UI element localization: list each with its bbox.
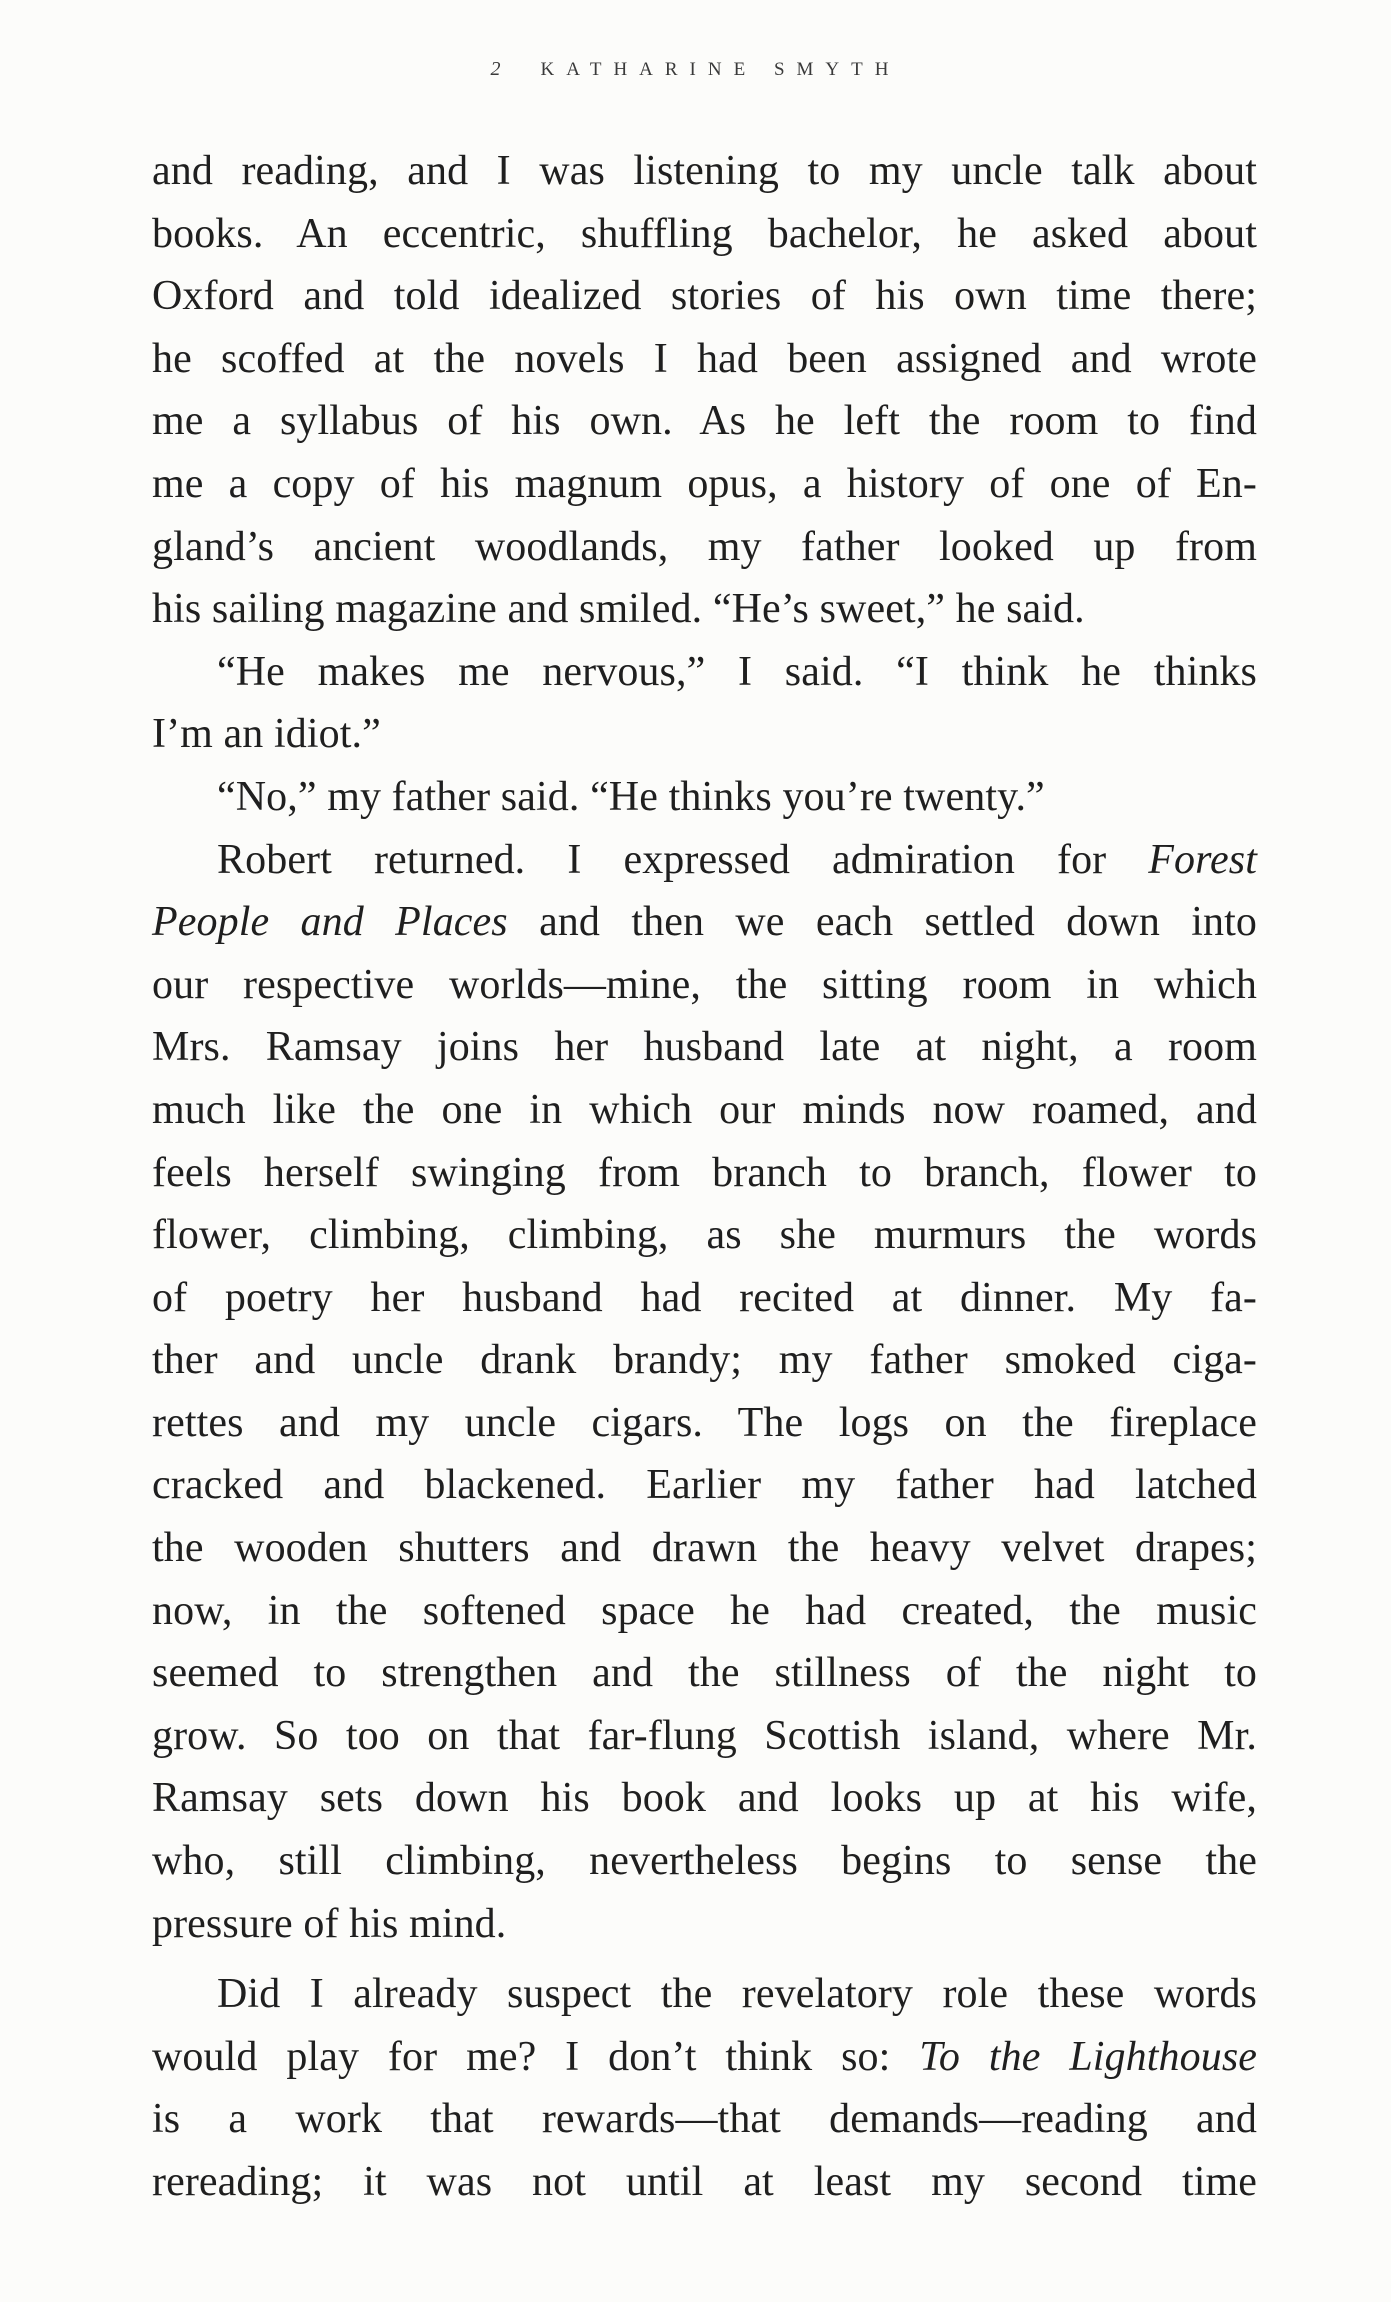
text-line: [152, 954, 1257, 1017]
page-number: 2: [490, 58, 501, 80]
italic-title: Forest: [1148, 836, 1257, 883]
text-line: [152, 1454, 1257, 1517]
text-line: [152, 703, 1257, 766]
text-line: [152, 2088, 1257, 2151]
text-run: rereading; it was not until at least my second time: [152, 2159, 1257, 2205]
paragraph: [152, 140, 1257, 641]
paragraph-gap: [152, 1955, 1257, 1963]
text-run: his sailing magazine and smiled. “He’s sweet,” he said.: [152, 586, 1085, 633]
text-line: [152, 1830, 1257, 1893]
text-run: much like the one in which our minds now roamed, and: [152, 1086, 1257, 1133]
text-run: pressure of his mind.: [152, 1900, 507, 1947]
text-line: [152, 1705, 1257, 1768]
text-run: rettes and my uncle cigars. The logs on the fireplace: [152, 1399, 1257, 1446]
text-run: cracked and blackened. Earlier my father had latched: [152, 1462, 1257, 1509]
italic-title: To the Lighthouse: [919, 2033, 1258, 2080]
text-line: [152, 328, 1257, 391]
text-run: “He makes me nervous,” I said. “I think he thinks: [217, 648, 1257, 695]
text-line: [152, 1142, 1257, 1205]
text-line: [152, 516, 1257, 579]
text-line: [152, 891, 1257, 954]
text-line: [152, 1893, 1257, 1956]
text-line: [152, 1079, 1257, 1142]
text-line: [152, 1204, 1257, 1267]
text-line: [152, 1642, 1257, 1705]
text-line: [152, 766, 1257, 829]
text-run: me a copy of his magnum opus, a history of one of En-: [152, 460, 1257, 507]
text-run: would play for me? I don’t think so:: [152, 2033, 920, 2080]
text-line: [152, 140, 1257, 203]
running-head: [0, 58, 1391, 81]
text-line: [152, 1392, 1257, 1455]
paragraph: [152, 641, 1257, 766]
text-run: Oxford and told idealized stories of his own time there;: [152, 273, 1257, 320]
text-line: [152, 2151, 1257, 2214]
paragraph: [152, 829, 1257, 1956]
text-line: [152, 265, 1257, 328]
text-run: and reading, and I was listening to my uncle talk about: [152, 148, 1257, 194]
text-line: [152, 1267, 1257, 1330]
text-run: gland’s ancient woodlands, my father looked up from: [152, 523, 1257, 570]
text-run: our respective worlds—mine, the sitting room in which: [152, 961, 1257, 1008]
text-run: flower, climbing, climbing, as she murmurs the words: [152, 1212, 1257, 1259]
text-run: the wooden shutters and drawn the heavy velvet drapes;: [152, 1525, 1257, 1572]
text-run: “No,” my father said. “He thinks you’re twenty.”: [217, 773, 1045, 820]
text-line: [152, 1016, 1257, 1079]
body-text: [152, 140, 1257, 2214]
text-run: books. An eccentric, shuffling bachelor, he asked about: [152, 210, 1257, 257]
text-run: of poetry her husband had recited at dinner. My fa-: [152, 1274, 1257, 1321]
text-run: Did I already suspect the revelatory role these words: [217, 1971, 1257, 2018]
text-run: feels herself swinging from branch to branch, flower to: [152, 1149, 1257, 1196]
text-line: [152, 390, 1257, 453]
text-line: [152, 1329, 1257, 1392]
text-line: [152, 1767, 1257, 1830]
paragraph: [152, 1963, 1257, 2213]
text-line: [152, 641, 1257, 704]
text-run: grow. So too on that far-flung Scottish island, where Mr.: [152, 1712, 1257, 1759]
text-line: [152, 578, 1257, 641]
text-line: [152, 829, 1257, 892]
text-run: who, still climbing, nevertheless begins to sense the: [152, 1838, 1257, 1885]
paragraph: [152, 766, 1257, 829]
text-run: seemed to strengthen and the stillness of the night to: [152, 1650, 1257, 1697]
text-line: [152, 203, 1257, 266]
italic-title: People and Places: [152, 899, 508, 946]
running-head-author: KATHARINE SMYTH: [540, 59, 901, 80]
text-run: Mrs. Ramsay joins her husband late at night, a room: [152, 1024, 1257, 1071]
text-run: ther and uncle drank brandy; my father smoked ciga-: [152, 1337, 1257, 1384]
text-run: is a work that rewards—that demands—reading and: [152, 2096, 1257, 2143]
text-run: he scoffed at the novels I had been assigned and wrote: [152, 335, 1257, 382]
text-line: [152, 1963, 1257, 2026]
text-run: Robert returned. I expressed admiration for: [217, 836, 1149, 883]
text-run: I’m an idiot.”: [152, 711, 381, 758]
text-run: Ramsay sets down his book and looks up at his wife,: [152, 1775, 1257, 1822]
text-run: now, in the softened space he had created, the music: [152, 1587, 1257, 1634]
text-run: me a syllabus of his own. As he left the room to find: [152, 398, 1257, 445]
text-line: [152, 453, 1257, 516]
text-line: [152, 1517, 1257, 1580]
text-line: [152, 2026, 1257, 2089]
text-run: and then we each settled down into: [507, 899, 1258, 946]
text-line: [152, 1580, 1257, 1643]
